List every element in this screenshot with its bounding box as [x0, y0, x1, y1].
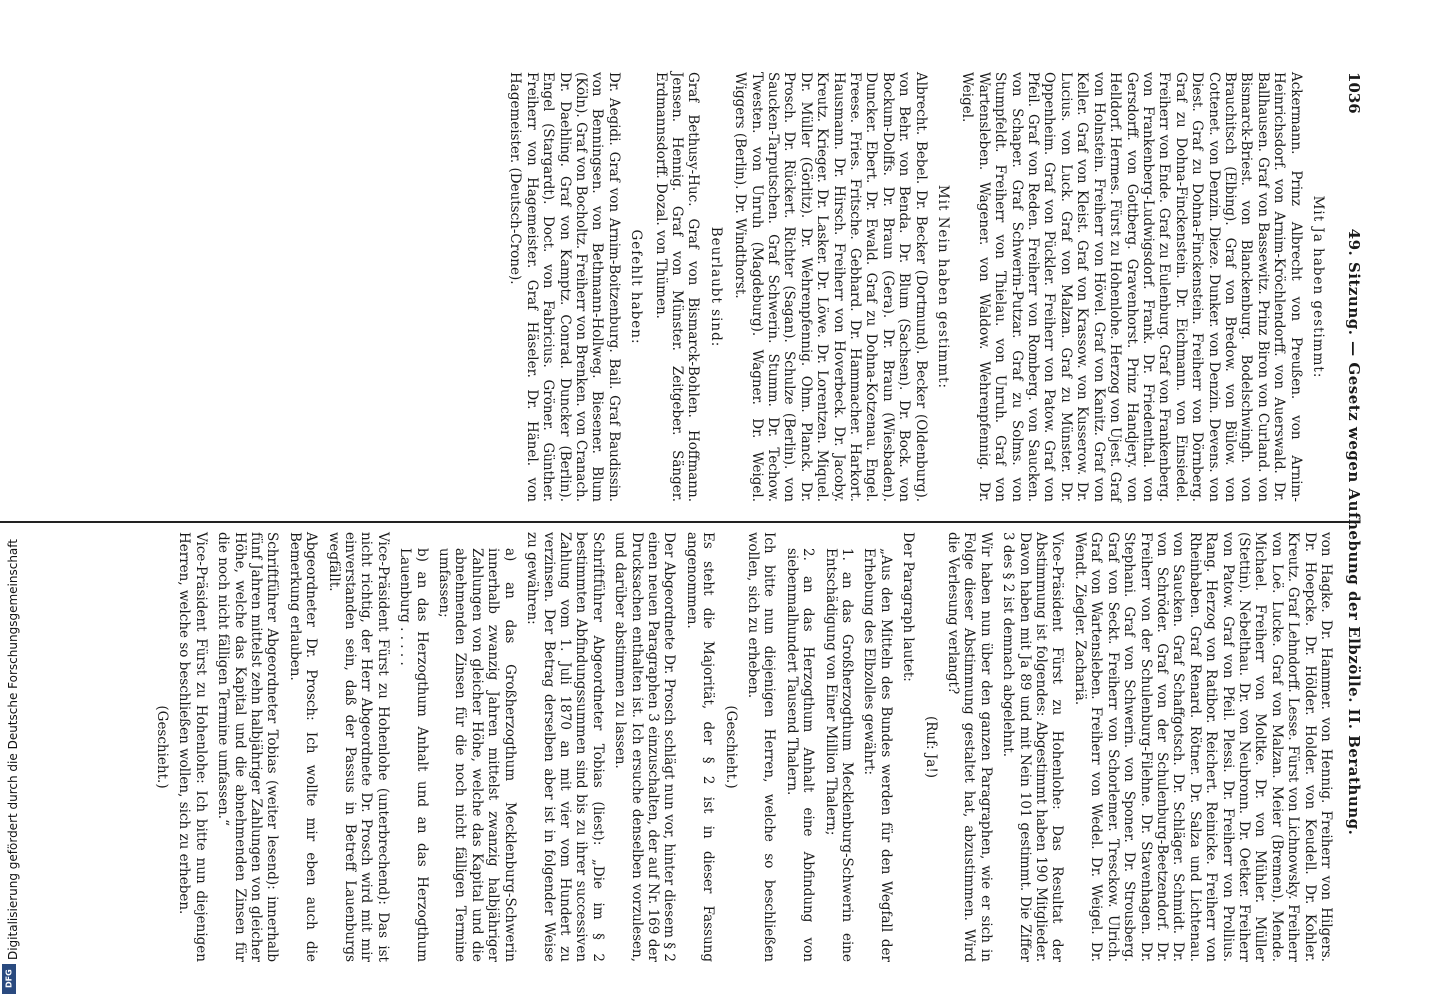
- page-header: [1342, 72, 1362, 992]
- right-column: [148, 532, 1334, 962]
- majority-result: Es steht die Majorität, der § 2 ist in dieser Fassung angenommen.: [683, 532, 717, 962]
- happens-note-2: (Geschieht.): [154, 705, 170, 789]
- absent-names: Dr. Aegidi. Graf von Arnim-Boitzenburg. Bail. Graf Baudissin. von Benningsen. von Bethmann-Hollweg. Biesener. Blum (Köln). Graf von Bocholtz. Freiherr von Brenken. von Cranach. Dr. Daehling. Graf von Kamptz. Conrad. Duncker (Berlin). Engel (Stargardt). Doct. von Fabricius. Gröner. Günther. Freiherr von Hagemeister. Graf Häseler. Dr. Hänel. von Hagemeister. (Deutsch-Crone).: [507, 72, 622, 502]
- tobias-continues: Schriftführer Abgeordneter Tobias (weiter lesend): innerhalb fünf Jahren mittelst zehn halbjähriger Zahlungen von gleicher Höhe, welche das Kapital und die abnehmenden Zinsen für die noch nicht fälligen Termine umfassen.“: [215, 532, 281, 962]
- request-rise: Ich bitte nun diejenigen Herren, welche so beschließen wollen, sich zu erheben.: [745, 532, 778, 962]
- president-interrupt: Vice-Präsident Fürst zu Hohenlohe (unterbrechend): Das ist nicht richtig, der Herr Abgeordnete Dr. Prosch wird mit mir einverstanden sein, daß der Passus in Betreff Lauenburgs wegfällt.: [325, 532, 391, 962]
- clause-a: a) an das Großherzogthum Mecklenburg-Schwerin innerhalb zwanzig Jahren mittelst zwanzig halbjähriger Zahlungen von gleicher Höhe, welche das Kapital und die abnehmenden Zinsen für die noch nicht fälligen Termine umfassen;: [436, 548, 518, 962]
- yes-heading: Mit Ja haben gestimmt:: [1310, 195, 1326, 379]
- rotated-page: [72, 72, 1362, 992]
- dfg-logo: DFG: [2, 964, 16, 994]
- digitization-credit: Digitalisierung gefördert durch die Deutsche Forschungsgemeinschaft: [6, 538, 20, 960]
- paragraph-intro: Der Paragraph lautet:: [900, 532, 917, 682]
- paragraph-item-1: 1. an das Großherzogthum Mecklenburg-Schwerin eine Entschädigung von Einer Million Thalern;: [822, 548, 856, 962]
- yes-names: Ackermann. Prinz Albrecht von Preußen. von Arnim-Heinrichsdorf. von Arnim-Kröchlendorff. von Auerswald. Dr. Ballhausen. Graf von Bassewitz. Prinz Biron von Curland. von Bismarck-Briest. von Blanckenburg. Bodelschwingh. von Brauchitsch (Elbing). Graf von Bredow. von Bülow. von Cottenet. von Denzin. Dieze. Dunker. von Denzin. Devens. von Diest. Graf zu Dohna-Finckenstein. Freiherr von Dörnberg. Graf zu Dohna-Finckenstein. Dr. Eichmann. von Einsiedel. Freiherr von Ende. Graf zu Eulenburg. Graf von Frankenberg. von Frankenberg-Ludwigsdorf. Frank. Dr. Friedenthal. von Gersdorff. von Gottberg. Gravenhorst. Prinz Handjery. von Helldorf. Hermes. Fürst zu Hohenlohe. Herzog von Ujest. Graf von Holnstein. Freiherr von Hövel. Graf von Kanitz. Graf von Keller. Graf von Kleist. Graf von Krassow. von Kusserow. Dr. Lucius. von Luck. Graf von Malzan. Graf zu Münster. Dr. Oppenheim. Graf von Pückler. Freiherr von Patow. Graf von Pfeil. Graf von Reden. Freiherr von Romberg. von Saucken. von Schaper. Graf Schwerin-Putzar. Graf zu Solms. von Stumpfeldt. Freiherr von Thielau. von Unruh. Graf von Wartensleben. Wagener. von Waldow. Wehrenpfennig. Dr. Weigel.: [959, 72, 1304, 502]
- tobias-reading: Schriftführer Abgeordneter Tobias (liest): „Die im § 2 bestimmten Abfindungssummen sind bis zu ihrer successiven Zahlung vom 1. Juli 1870 an mit vier vom Hundert zu verzinsen. Der Betrag derselben aber ist in folgender Weise zu gewähren:: [524, 532, 606, 962]
- paragraph-item-2: 2. an das Herzogthum Anhalt eine Abfindung von siebenmalhundert Tausend Thalern.: [783, 548, 817, 962]
- absent-heading: Gefehlt haben:: [628, 229, 645, 345]
- call-out: (Ruf: Ja!): [922, 715, 939, 779]
- page-title: 49. Sitzung. — Gesetz wegen Aufhebung der Elbzölle. II. Berathung.: [1345, 228, 1363, 836]
- result-paragraph: Vice-Präsident Fürst zu Hohenlohe: Das Resultat der Abstimmung ist folgendes: Abgestimmt haben 190 Mitglieder. Davon haben mit Ja 89 und mit Nein 101 gestimmt. Die Ziffer 3 des § 2 ist demnach abgelehnt.: [1000, 532, 1066, 962]
- paragraph-text: „Aus den Mitteln des Bundes werden für den Wegfall der Erhebung des Elbzolles gewährt:: [861, 548, 894, 962]
- clause-b: b) an das Herzogthum Anhalt und an das Herzogthum Lauenburg . . . . .: [397, 548, 430, 962]
- left-column: [501, 72, 1334, 502]
- prosch-proposal: Der Abgeordnete Dr. Prosch schlägt nun vor, hinter diesem § 2 einen neuen Paragraphen 3 einzuschalten, der auf Nr. 169 der Drucksachen enthalten ist. Ich ersuche denselben vorzulesen, und darüber abstimmen zu lassen.: [612, 532, 678, 962]
- prosch-reply: Abgeordneter Dr. Prosch: Ich wollte mir eben auch die Bemerkung erlauben.: [286, 532, 320, 962]
- no-heading: Mit Nein haben gestimmt:: [935, 184, 952, 390]
- leave-heading: Beurlaubt sind:: [707, 226, 724, 348]
- no-names: Albrecht. Bebel. Dr. Becker (Dortmund). Becker (Oldenburg). von Behr. von Benda. Dr. Blum (Sachsen). Dr. Bock. von Bockum-Dolffs. Dr. Braun (Gera). Dr. Braun (Wiesbaden). Duncker. Ebert. Dr. Ewald. Graf zu Dohna-Kotzenau. Engel. Freese. Fries. Fritsche. Gebhard. Dr. Hammacher. Harkort. Hausmann. Dr. Hirsch. Freiherr von Hoverbeck. Dr. Jacoby. Kreutz. Krieger. Dr. Lasker. Dr. Löwe. Dr. Lorentzen. Miquel. Dr. Müller (Görlitz). Dr. Wehrenpfennig. Ohm. Planck. Dr. Prosch. Dr. Rückert. Richter (Sagan). Schulze (Berlin). von Saucken-Tarputschen. Graf Schwerin. Stumm. Dr. Techow. Twesten. von Unruh (Magdeburg). Wagner. Dr. Weigel. Wiggers (Berlin). Dr. Windthorst.: [732, 72, 929, 502]
- page-number: 1036: [1345, 72, 1363, 114]
- leave-names: Graf Bethusy-Huc. Graf von Bismarck-Bohlen. Hoffmann. Jensen. Hennig. Graf von Münster. Zeitgeber. Sänger. Erdmannsdorff. Dozal. von Thümen.: [652, 72, 702, 502]
- vote-question: Wir haben nun über den ganzen Paragraphen, wie er sich in Folge dieser Abstimmung gestaltet hat, abzustimmen. Wird die Verlesung verlangt?: [945, 532, 994, 962]
- happens-note: (Geschieht.): [722, 705, 739, 789]
- names-continued: von Hagke. Dr. Hammer. von Hennig. Freiherr von Hilgers. Dr. Hoepcke. Dr. Hölder. Holder. von Keudell. Dr. Kohler. Kreutz. Graf Lehndorff. Lesse. Fürst von Lichnowsky. Freiherr von Loë. Lucke. Graf von Malzan. Meier (Bremen). Mende. Michael. Freiherr von Moltke. Dr. von Mühler. Müller (Stettin). Nebelthau. Dr. von Neubronn. Dr. Oetker. Freiherr von Patow. Graf von Pfeil. Plessi. Dr. Freiherr von Prollius. Rang. Herzog von Ratibor. Reichert. Reinicke. Freiherr von Rheinbaben. Graf Renard. Rötner. Dr. Salza und Lichtenau. von Saucken. Graf Schaffgotsch. Dr. Schläger. Schmidt. Dr. von Schröder. Graf von der Schulenburg-Beetzendorf. Dr. Freiherr von der Schulenburg-Filehne. Dr. Stavenhagen. Dr. Stephani. Graf von Schwerin. von Sponer. Dr. Strousberg. Graf von Seckt. Freiherr von Schorlemer. Tresckow. Ulrich. Graf von Wartensleben. Freiherr von Wedel. Dr. Weigel. Dr. Wendt. Ziegler. Zachariä.: [1071, 532, 1334, 962]
- president-request: Vice-Präsident Fürst zu Hohenlohe: Ich bitte nun diejenigen Herren, welche so beschließen wollen, sich zu erheben.: [176, 532, 209, 962]
